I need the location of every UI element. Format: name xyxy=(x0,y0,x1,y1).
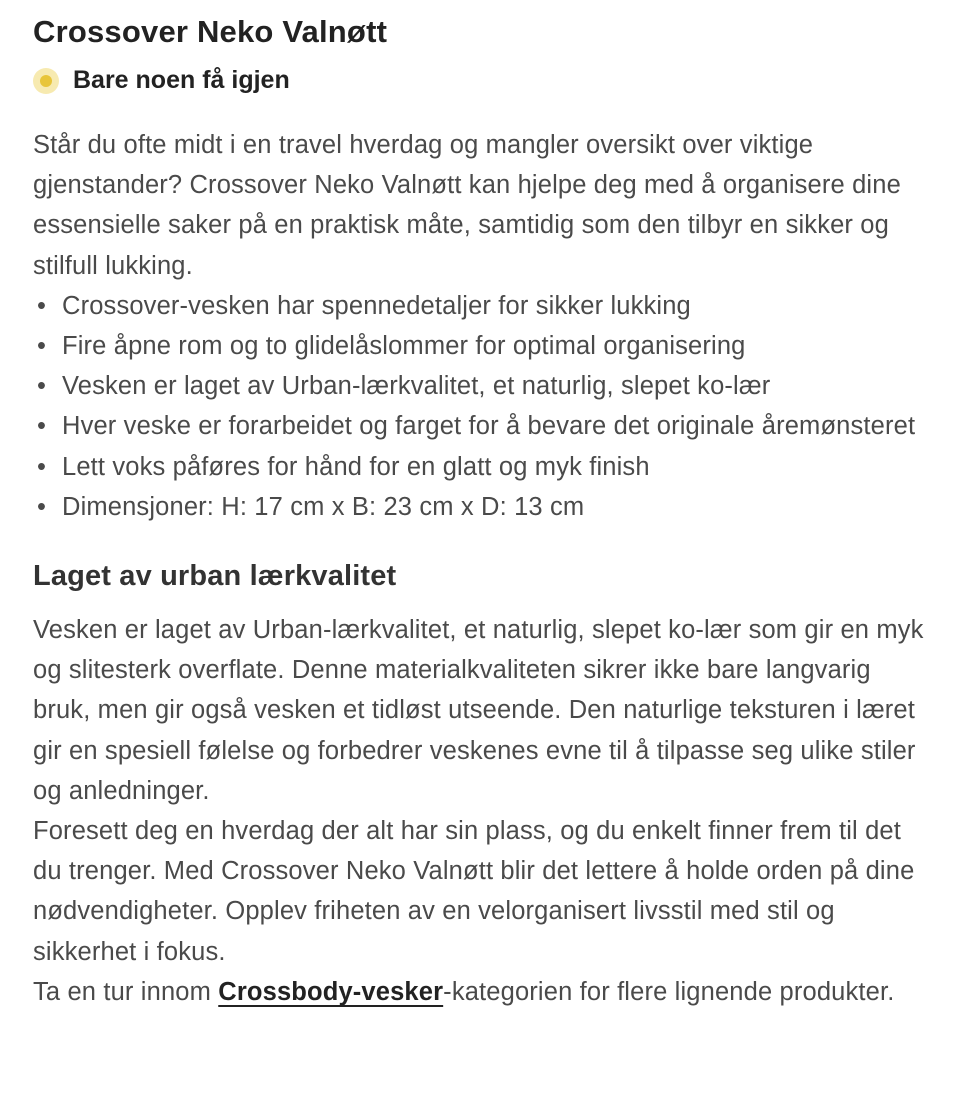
list-item: • Hver veske er forarbeidet og farget for å bevare det originale åremønsteret xyxy=(33,406,928,446)
crossbody-category-link[interactable]: Crossbody-vesker xyxy=(218,977,444,1006)
stock-status xyxy=(33,66,290,95)
bullet-icon: • xyxy=(37,412,47,441)
material-paragraph: Vesken er laget av Urban-lærkvalitet, et naturlig, slepet ko-lær som gir en myk og slitesterk overflate. Denne materialkvaliteten sikrer ikke bare langvarig bruk, men gir også vesken et tidløst utseende. Den naturlige teksturen i læret gir en spesiell følelse og forbedrer veskenes evne til å tilpasse seg ulike stiler og anledninger. xyxy=(33,616,924,805)
list-item: • Dimensjoner: H: 17 cm x B: 23 cm x D: 13 cm xyxy=(33,487,928,527)
list-item: • Lett voks påføres for hånd for en glatt og myk finish xyxy=(33,447,928,487)
list-item: • Fire åpne rom og to glidelåslommer for optimal organisering xyxy=(33,326,928,366)
stock-indicator-icon xyxy=(33,68,59,94)
category-paragraph: Ta en tur innom Crossbody-vesker-kategorien for flere lignende produkter. xyxy=(33,977,895,1006)
product-title: Crossover Neko Valnøtt xyxy=(33,14,388,49)
bullet-icon: • xyxy=(37,452,47,481)
feature-list xyxy=(33,286,928,527)
bullet-icon: • xyxy=(37,492,47,521)
list-item: • Vesken er laget av Urban-lærkvalitet, et naturlig, slepet ko-lær xyxy=(33,366,928,406)
lifestyle-paragraph: Foresett deg en hverdag der alt har sin plass, og du enkelt finner frem til det du trenger. Med Crossover Neko Valnøtt blir det lettere å holde orden på dine nødvendigheter. Opplev friheten av en velorganisert livsstil med stil og sikkerhet i fokus. xyxy=(33,817,915,966)
list-item: • Crossover-vesken har spennedetaljer for sikker lukking xyxy=(33,286,928,326)
intro-paragraph: Står du ofte midt i en travel hverdag og mangler oversikt over viktige gjenstander? Crossover Neko Valnøtt kan hjelpe deg med å organisere dine essensielle saker på en praktisk måte, samtidig som den tilbyr en sikker og stilfull lukking. xyxy=(33,131,901,280)
section-heading: Laget av urban lærkvalitet xyxy=(33,560,397,593)
bullet-icon: • xyxy=(37,372,47,401)
stock-status-label: Bare noen få igjen xyxy=(73,66,290,94)
bullet-icon: • xyxy=(37,332,47,361)
bullet-icon: • xyxy=(37,291,47,320)
